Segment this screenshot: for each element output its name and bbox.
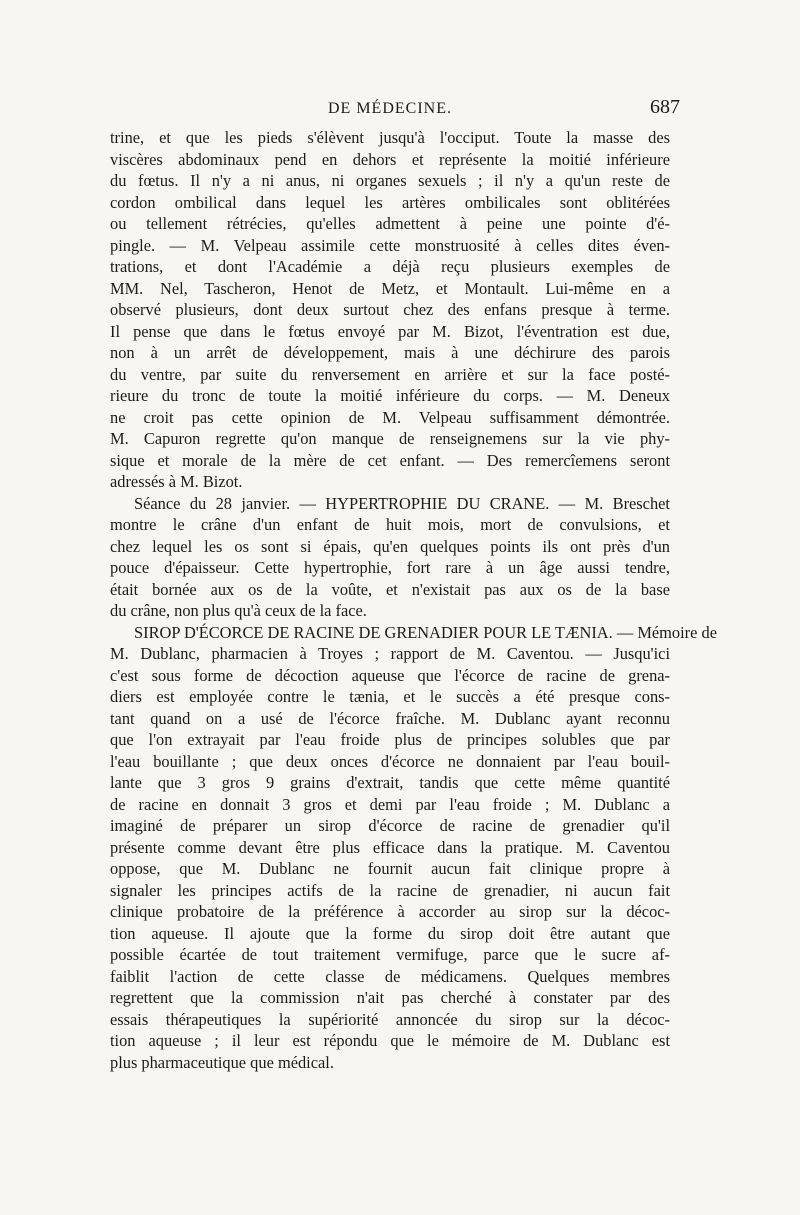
text-line: cordon ombilical dans lequel les artères ombilicales sont oblitérées xyxy=(110,192,670,212)
text-line: diers est employée contre le tænia, et le succès a été presque cons- xyxy=(110,687,670,706)
running-title: DE MÉDECINE. xyxy=(328,100,452,117)
text-line: pingle. — M. Velpeau assimile cette monstruosité à celles dites éven- xyxy=(110,235,670,255)
text-line: viscères abdominaux pend en dehors et représente la moitié inférieure xyxy=(110,149,670,169)
text-line: était bornée aux os de la voûte, et n'existait pas aux os de la base xyxy=(110,579,670,599)
text-line: signaler les principes actifs de la racine de grenadier, ni aucun fait xyxy=(110,880,670,900)
text-line: imaginé de préparer un sirop d'écorce de racine de grenadier qu'il xyxy=(110,816,670,835)
text-line: du ventre, par suite du renversement en arrière et sur la face posté- xyxy=(110,364,670,384)
text-line: essais thérapeutiques la supériorité annoncée du sirop sur la décoc- xyxy=(110,1009,670,1029)
text-line: sique et morale de la mère de cet enfant. — Des remercîemens seront xyxy=(110,450,670,470)
text-line: du crâne, non plus qu'à ceux de la face. xyxy=(110,601,367,620)
text-line: l'eau bouillante ; que deux onces d'écorce ne donnaient par l'eau bouil- xyxy=(110,751,670,771)
text-line: chez lequel les os sont si épais, qu'en quelques points ils ont près d'un xyxy=(110,536,670,556)
text-line: faiblit l'action de cette classe de médicamens. Quelques membres xyxy=(110,966,670,986)
text-line: oppose, que M. Dublanc ne fournit aucun fait clinique propre à xyxy=(110,859,670,878)
text-line: non à un arrêt de développement, mais à une déchirure des parois xyxy=(110,343,670,362)
text-line: montre le crâne d'un enfant de huit mois, mort de convulsions, et xyxy=(110,515,670,534)
text-line: de racine en donnait 3 gros et demi par l'eau froide ; M. Dublanc a xyxy=(110,794,670,814)
text-line: c'est sous forme de décoction aqueuse que l'écorce de racine de grena- xyxy=(110,665,670,685)
text-line: Il pense que dans le fœtus envoyé par M. Bizot, l'éventration est due, xyxy=(110,321,670,341)
page-number: 687 xyxy=(650,96,680,118)
text-line: Séance du 28 janvier. — HYPERTROPHIE DU CRANE. — M. Breschet xyxy=(134,493,670,513)
page-header xyxy=(110,96,680,126)
text-line: adressés à M. Bizot. xyxy=(110,472,243,491)
text-line: SIROP D'ÉCORCE DE RACINE DE GRENADIER POUR LE TÆNIA. — Mémoire de xyxy=(134,622,717,642)
text-line: tant quand on a usé de l'écorce fraîche. M. Dublanc ayant reconnu xyxy=(110,708,670,728)
text-line: pouce d'épaisseur. Cette hypertrophie, fort rare à un âge aussi tendre, xyxy=(110,558,670,577)
text-line: trations, et dont l'Académie a déjà reçu plusieurs exemples de xyxy=(110,257,670,276)
text-line: présente comme devant être plus efficace dans la pratique. M. Caventou xyxy=(110,837,670,857)
text-line: que l'on extrayait par l'eau froide plus de principes solubles que par xyxy=(110,730,670,749)
text-line: ou tellement rétrécies, qu'elles admettent à peine une pointe d'é- xyxy=(110,214,670,233)
text-line: du fœtus. Il n'y a ni anus, ni organes sexuels ; il n'y a qu'un reste de xyxy=(110,171,670,190)
text-line: MM. Nel, Tascheron, Henot de Metz, et Montault. Lui-même en a xyxy=(110,278,670,298)
text-line: ne croit pas cette opinion de M. Velpeau suffisamment démontrée. xyxy=(110,407,670,427)
text-line: lante que 3 gros 9 grains d'extrait, tandis que cette même quantité xyxy=(110,773,670,792)
text-line: clinique probatoire de la préférence à accorder au sirop sur la décoc- xyxy=(110,902,670,921)
text-line: possible écartée de tout traitement vermifuge, parce que le sucre af- xyxy=(110,945,670,964)
text-line: trine, et que les pieds s'élèvent jusqu'à l'occiput. Toute la masse des xyxy=(110,128,670,147)
text-line: tion aqueuse ; il leur est répondu que le mémoire de M. Dublanc est xyxy=(110,1031,670,1050)
text-line: regrettent que la commission n'ait pas cherché à constater par des xyxy=(110,988,670,1007)
text-line: rieure du tronc de toute la moitié inférieure du corps. — M. Deneux xyxy=(110,386,670,405)
text-line: plus pharmaceutique que médical. xyxy=(110,1052,334,1072)
text-line: observé plusieurs, dont deux surtout chez des enfans presque à terme. xyxy=(110,300,670,319)
text-line: tion aqueuse. Il ajoute que la forme du sirop doit être autant que xyxy=(110,923,670,943)
text-line: M. Dublanc, pharmacien à Troyes ; rapport de M. Caventou. — Jusqu'ici xyxy=(110,644,670,663)
text-line: M. Capuron regrette qu'on manque de renseignemens sur la vie phy- xyxy=(110,429,670,448)
body-text xyxy=(110,127,717,1073)
